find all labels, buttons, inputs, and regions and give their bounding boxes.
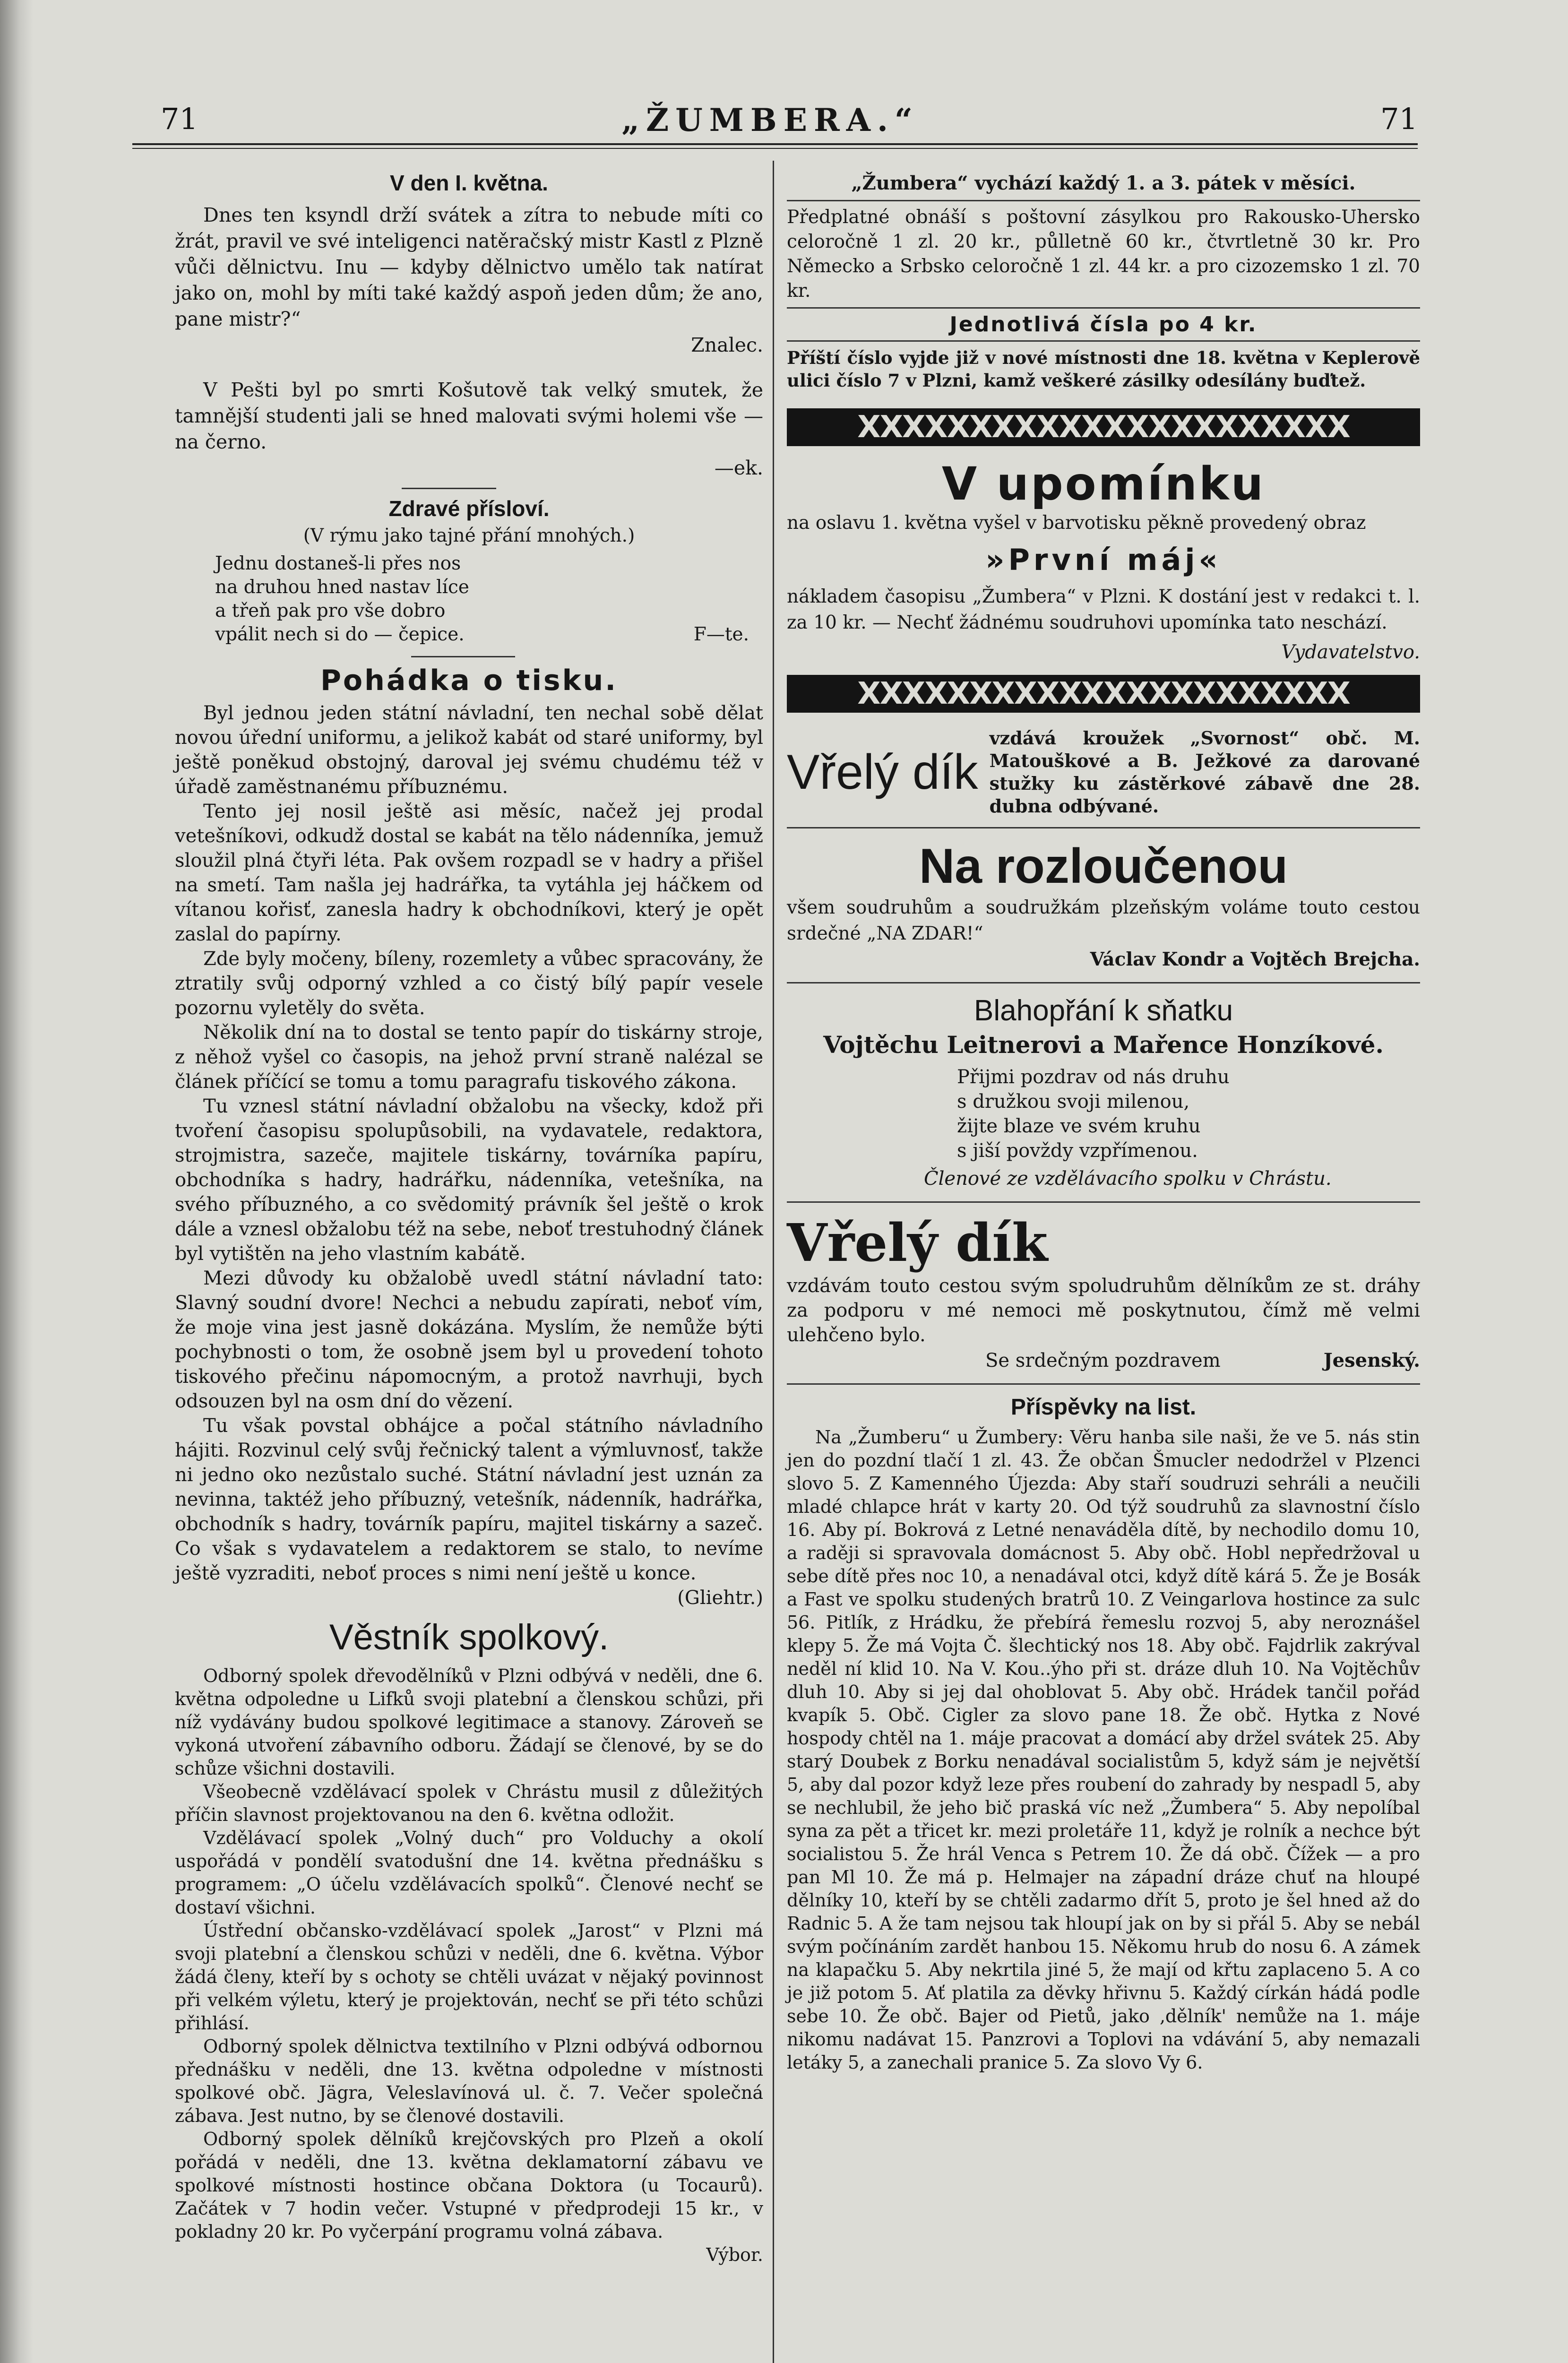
article-text: Dnes ten ksyndl drží svátek a zítra to nebude míti co žrát, pravil ve své inteligenci natěračský mistr Kastl z Plzně vůči dělnictvu. Inu — kdyby dělnictvo umělo tak natírat jako on, mohl by míti také každý aspoň jeden dům; že ano, pane mistr?“ bbox=[175, 204, 763, 330]
notice-line: Jednotlivá čísla po 4 kr. bbox=[949, 312, 1258, 336]
poem-line: žijte blaze ve svém kruhu bbox=[957, 1115, 1201, 1137]
ad-name: »První máj« bbox=[985, 543, 1222, 577]
ad-title: Vřelý dík bbox=[787, 1212, 1048, 1273]
ad-dik2 bbox=[787, 1212, 1420, 1374]
separator bbox=[787, 827, 1420, 828]
article-paragraph: Mezi důvody ku obžalobě uvedl státní návladní tato: Slavný soudní dvore! Nechci a nebudu zapírati, neboť vím, že moje vina jest jasně dokázána. Myslím, že nemůže býti pochybnosti o tom, že osobně jsem byl u provedení tohoto tiskového přečinu nápomocným, a protož navrhuji, bych odsouzen byl na osm dní do vězení. bbox=[175, 1268, 763, 1412]
article-paragraph: Vzdělávací spolek „Volný duch“ pro Volduchy a okolí uspořádá v pondělí svatodušní dne 14. května přednášku s programem: „O účelu vzdělávacích spolků“. Členové nechť se dostaví všichni. bbox=[175, 1828, 763, 1918]
article-title: Příspěvky na list. bbox=[1010, 1395, 1197, 1420]
header-rule bbox=[132, 143, 1418, 145]
ad-greeting: Se srdečným pozdravem bbox=[985, 1350, 1221, 1371]
article-signature: —ek. bbox=[714, 457, 763, 479]
ad-upominka bbox=[787, 458, 1420, 665]
article-paragraph: Odborný spolek dřevodělníků v Plzni odbývá v neděli, dne 6. května odpoledne u Lifků svoji platební a členskou schůzi, při níž vydávány budou spolkové legitimace a stanovy. Zároveň se vykoná utvoření zábavního odboru. Žádají se členové, by se do schůze všichni dostavili. bbox=[175, 1665, 763, 1779]
ad-text: nákladem časopisu „Žumbera“ v Plzni. K dostání jest v redakci t. l. za 10 kr. — Nechť žádnému soudruhovi upomínka tato neschází. bbox=[787, 586, 1420, 633]
scan-gutter bbox=[0, 0, 33, 2363]
article-signature: Výbor. bbox=[706, 2244, 763, 2265]
article-text: V Pešti byl po smrti Košutově tak velký smutek, že tamnější studenti jali se hned malovati svými holemi vše — na černo. bbox=[175, 379, 763, 453]
left-column bbox=[175, 170, 763, 2267]
poem bbox=[175, 552, 763, 647]
article-paragraph: Ústřední občansko-vzdělávací spolek „Jarost“ v Plzni má svoji platební a členskou schůzi v neděli, dne 6. května. Výbor žádá členy, kteří by s ochoty se chtěli uvázat v nějaký povinnost při velkém výletu, který je projektován, nechť se při této schůzi přihlásí. bbox=[175, 1920, 763, 2034]
article-signature: (Gliehtr.) bbox=[677, 1587, 763, 1609]
article-signature: Znalec. bbox=[691, 334, 763, 356]
poem-line: Přijmi pozdrav od nás druhu bbox=[957, 1066, 1230, 1088]
ad-text: na oslavu 1. května vyšel v barvotisku pěkně provedený obraz bbox=[787, 512, 1366, 534]
right-column bbox=[787, 170, 1420, 2074]
article-pesti bbox=[175, 377, 763, 481]
masthead-title: „ŽUMBERA.“ bbox=[621, 102, 919, 138]
poem-line: s jiší povždy vzpřímenou. bbox=[957, 1140, 1198, 1162]
article-title: V den I. května. bbox=[390, 171, 548, 195]
moving-notice: Příští číslo vyjde již v nové místnosti dne 18. května v Keplerově ulici číslo 7 v Plzni, kamž veškeré zásilky odesílány buďtež. bbox=[787, 347, 1420, 391]
subscription-notice bbox=[787, 170, 1420, 342]
page-number-left: 71 bbox=[161, 102, 198, 136]
ad-names: Vojtěchu Leitnerovi a Mařence Honzíkové. bbox=[823, 1031, 1384, 1059]
ad-signature: Václav Kondr a Vojtěch Brejcha. bbox=[1090, 949, 1420, 970]
ad-text: všem soudruhům a soudružkám plzeňským voláme touto cestou srdečné „NA ZDAR!“ bbox=[787, 897, 1420, 944]
separator bbox=[402, 488, 496, 489]
separator bbox=[787, 307, 1420, 309]
ad-signature: Jesenský. bbox=[1323, 1349, 1420, 1371]
article-signature: F—te. bbox=[693, 624, 749, 645]
article-prispevky bbox=[787, 1394, 1420, 2074]
separator bbox=[787, 1383, 1420, 1385]
article-paragraph: Odborný spolek dělnictva textilního v Plzni odbývá odbornou přednášku v neděli, dne 13. května odpoledne v místnosti spolkové obč. Jägra, Veleslavínová ul. č. 7. Večer společná zábava. Jest nutno, by se členové dostavili. bbox=[175, 2036, 763, 2126]
article-title: Pohádka o tisku. bbox=[320, 664, 618, 697]
article-paragraph: Tu však povstal obhájce a počal státního návladního hájiti. Rozvinul celý svůj řečnický talent a výmluvnosť, takže ni jedno oko nezůstalo suché. Státní návladní jest uznán za nevinna, taktéž jeho příbuzný, vetešník, nádenník, hadrářka, obchodník s hadry, továrník papíru, majitel tiskárny a sazeč. Co však s vydavatelem a redaktorem se stalo, to nevíme ještě vyzraditi, neboť proces s nimi není ještě u konce. bbox=[175, 1415, 763, 1584]
article-title: Věstník spolkový. bbox=[329, 1617, 609, 1657]
ad-dik1 bbox=[787, 727, 1420, 818]
ad-title: Vřelý dík bbox=[787, 745, 978, 800]
poem-line: vpálit nech si do — čepice. bbox=[215, 624, 465, 645]
separator bbox=[787, 982, 1420, 983]
page-number-right: 71 bbox=[1380, 102, 1418, 136]
article-paragraph: Několik dní na to dostal se tento papír do tiskárny stroje, z něhož vyšel co časopis, na jehož první straně nalézal se článek příčící se tomu a tomu paragrafu tiskového zákona. bbox=[175, 1022, 763, 1093]
article-paragraph: Zde byly močeny, bíleny, rozemlety a vůbec spracovány, že ztratily svůj odporný vzhled a co čistý bílý papír vesele pozornu vyletěly do světa. bbox=[175, 948, 763, 1019]
separator bbox=[787, 340, 1420, 342]
ad-blahoprani bbox=[787, 993, 1420, 1192]
article-paragraph: Odborný spolek dělníků krejčovských pro Plzeň a okolí pořádá v neděli, dne 13. května deklamatorní zábavu ve spolkové místnosti hostince občana Doktora (u Tocaurů). Začátek v 7 hodin večer. Vstupné v předprodeji 15 kr., v pokladny 20 kr. Po vyčerpání programu volná zábava. bbox=[175, 2129, 763, 2242]
separator bbox=[411, 656, 515, 657]
article-paragraph: Všeobecně vzdělávací spolek v Chrástu musil z důležitých příčin slavnost projektovanou na den 6. května odložit. bbox=[175, 1781, 763, 1825]
poem-line: na druhou hned nastav líce bbox=[215, 577, 469, 598]
poem-line: a třeň pak pro vše dobro bbox=[215, 600, 446, 621]
ornament-row: XXXXXXXXXXXXXXXXXXXXXX bbox=[787, 408, 1420, 446]
article-title: Zdravé přísloví. bbox=[388, 496, 550, 521]
article-paragraph: Byl jednou jeden státní návladní, ten nechal sobě dělat novou úřední uniformu, a jelikož kabát od staré uniformy, byl ještě poněkud obstojný, daroval jej svému chudému též v úřadě zaměstnanému příbuznému. bbox=[175, 702, 763, 798]
page-header bbox=[123, 102, 1418, 144]
header-rule-thin bbox=[132, 148, 1418, 149]
poem-line: Jednu dostaneš-li přes nos bbox=[215, 553, 461, 574]
poem-line: s družkou svoji milenou, bbox=[957, 1091, 1190, 1113]
poem bbox=[787, 1065, 1420, 1163]
article-paragraph: Tento jej nosil ještě asi měsíc, načež jej prodal vetešníkovi, odkudž dostal se kabát na tělo nádenníka, jemuž sloužil plná čtyři léta. Pak ovšem rozpadl se v hadry a přišel na smetí. Tam našla jej hadrářka, ta vytáhla jej háčkem od vítanou kořisť, zanesla hadry k obchodníkovi, který je opět zaslal do papírny. bbox=[175, 801, 763, 945]
separator bbox=[787, 200, 1420, 201]
article-vestnik bbox=[175, 1617, 763, 2267]
ad-signature: Členové ze vzdělávacího spolku v Chrástu. bbox=[924, 1168, 1332, 1190]
notice-line: Předplatné obnáší s poštovní zásylkou pro Rakousko-Uhersko celoročně 1 zl. 20 kr., půlletně 60 kr., čtvrtletně 30 kr. Pro Německo a Srbsko celoročně 1 zl. 44 kr. a pro cizozemsko 1 zl. 70 kr. bbox=[787, 207, 1420, 302]
article-proverb bbox=[175, 496, 763, 647]
ad-rozloucenou bbox=[787, 838, 1420, 973]
article-v-den bbox=[175, 170, 763, 358]
article-tale bbox=[175, 664, 763, 1610]
notice-line: „Žumbera“ vychází každý 1. a 3. pátek v měsíci. bbox=[851, 172, 1356, 194]
article-subtitle: (V rýmu jako tajné přání mnohých.) bbox=[303, 525, 635, 546]
article-text: Na „Žumberu“ u Žumbery: Věru hanba sile naši, že ve 5. nás stin jen do pozdní tlačí 1 zl. 43. Že občan Šmucler nedodržel v Plzenci slovo 5. Z Kamenného Újezda: Aby staří soudruzi sehráli a neučili mladé chlapce hrát v karty 20. Od týž soudruhů za slavnostní číslo 16. Aby pí. Bokrová z Letné nenaváděla dítě, by nechodilo domu 10, a raději si spravovala domácnost 5. Aby obč. Hobl nepředržoval u sebe dítě přes noc 10, a nenadával otci, když dítě kárá 5. Že je Bosák a Fast ve spolku studených bratrů 10. Z Veingarlova hostince za sulc 56. Pitlík, z Hrádku, že přebírá řemeslu rozvoj 5, aby neroznášel klepy 5. Že má Vojta Č. šlechtický nos 18. Aby obč. Fajdrlik zakrýval neděl ní klid 10. Na V. Kou..ýho při st. dráze dluh 10. Na Vojtěchův dluh 10. Aby si jej dal ohoblovat 5. Aby obč. Hrádek tančil pořád kvapík 5. Obč. Cigler za slovo pane 18. Že obč. Hytka z Nové hospody chtěl na 1. máje pracovat a domácí aby držel svátek 25. Aby starý Doubek z Borku nenadával socialistům 5, když sám je největší 5, aby dal pozor když leze přes roubení do zahrady by nespadl 5, aby se nechlubil, že jeho bič praská víc než „Žumbera“ 5. Aby nepolíbal syna za pět a třicet kr. mezi proletáře 11, když je rolník a nechce být socialistou 5. Že hrál Venca s Petrem 10. Že dá obč. Čížek — a pro pan Ml 10. Že má p. Helmajer na západní dráze chuť na hloupé dělníky 10, kteří by se chtěli zadarmo dřít 5, proto je šel hned až do Radnic 5. A že tam nejsou tak hloupí jak on by si přál 5. Aby se nebál svým počínáním zardět hanbou 15. Někomu hrub do nosu 6. A zámek na klapačku 5. Aby nekrtila jiné 5, že mají od křtu zaplaceno 5. A co je již potom 5. Ať platila za děvky hřivnu 5. Každý církán hádá podle sebe 10. Že obč. Bajer od Pietů, jako ‚dělník' nemůže na 1. máje nikomu nadávat 15. Panzrovi a Toplovi na vdávání 5, aby nemazali letáky 5, a zanechali pranice 5. Za slovo Vy 6. bbox=[787, 1427, 1420, 2073]
separator bbox=[787, 1201, 1420, 1203]
ad-text: vzdávám touto cestou svým spoludruhům dělníkům ze st. dráhy za podporu v mé nemoci mě poskytnutou, čímž mě velmi ulehčeno bylo. bbox=[787, 1275, 1420, 1346]
article-paragraph: Tu vznesl státní návladní obžalobu na všecky, kdož při tvoření časopisu spolupůsobili, na vydavatele, redaktora, strojmistra, sazeče, majitele tiskárny, továrníka papíru, obchodníka s hadry, hadrářku, nádenníka, vetešníka, na svého příbuzného, a co svědomitý právník šel ještě o krok dále a vznesl obžalobu též na sebe, neboť trestuhodný článek byl vytištěn na jeho vlastním kabátě. bbox=[175, 1095, 763, 1265]
ornament-row: XXXXXXXXXXXXXXXXXXXXXX bbox=[787, 675, 1420, 713]
ad-title: V upomínku bbox=[941, 457, 1266, 510]
ad-text: vzdává kroužek „Svornost“ obč. M. Matouškové a B. Ježkové za darované stužky ku zástěrkové zábavě dne 28. dubna odbývané. bbox=[989, 727, 1420, 817]
ad-signature: Vydavatelstvo. bbox=[1281, 641, 1420, 663]
column-divider bbox=[773, 161, 774, 2363]
ad-title: Blahopřání k sňatku bbox=[974, 994, 1233, 1027]
ad-title: Na rozloučenou bbox=[919, 839, 1288, 894]
